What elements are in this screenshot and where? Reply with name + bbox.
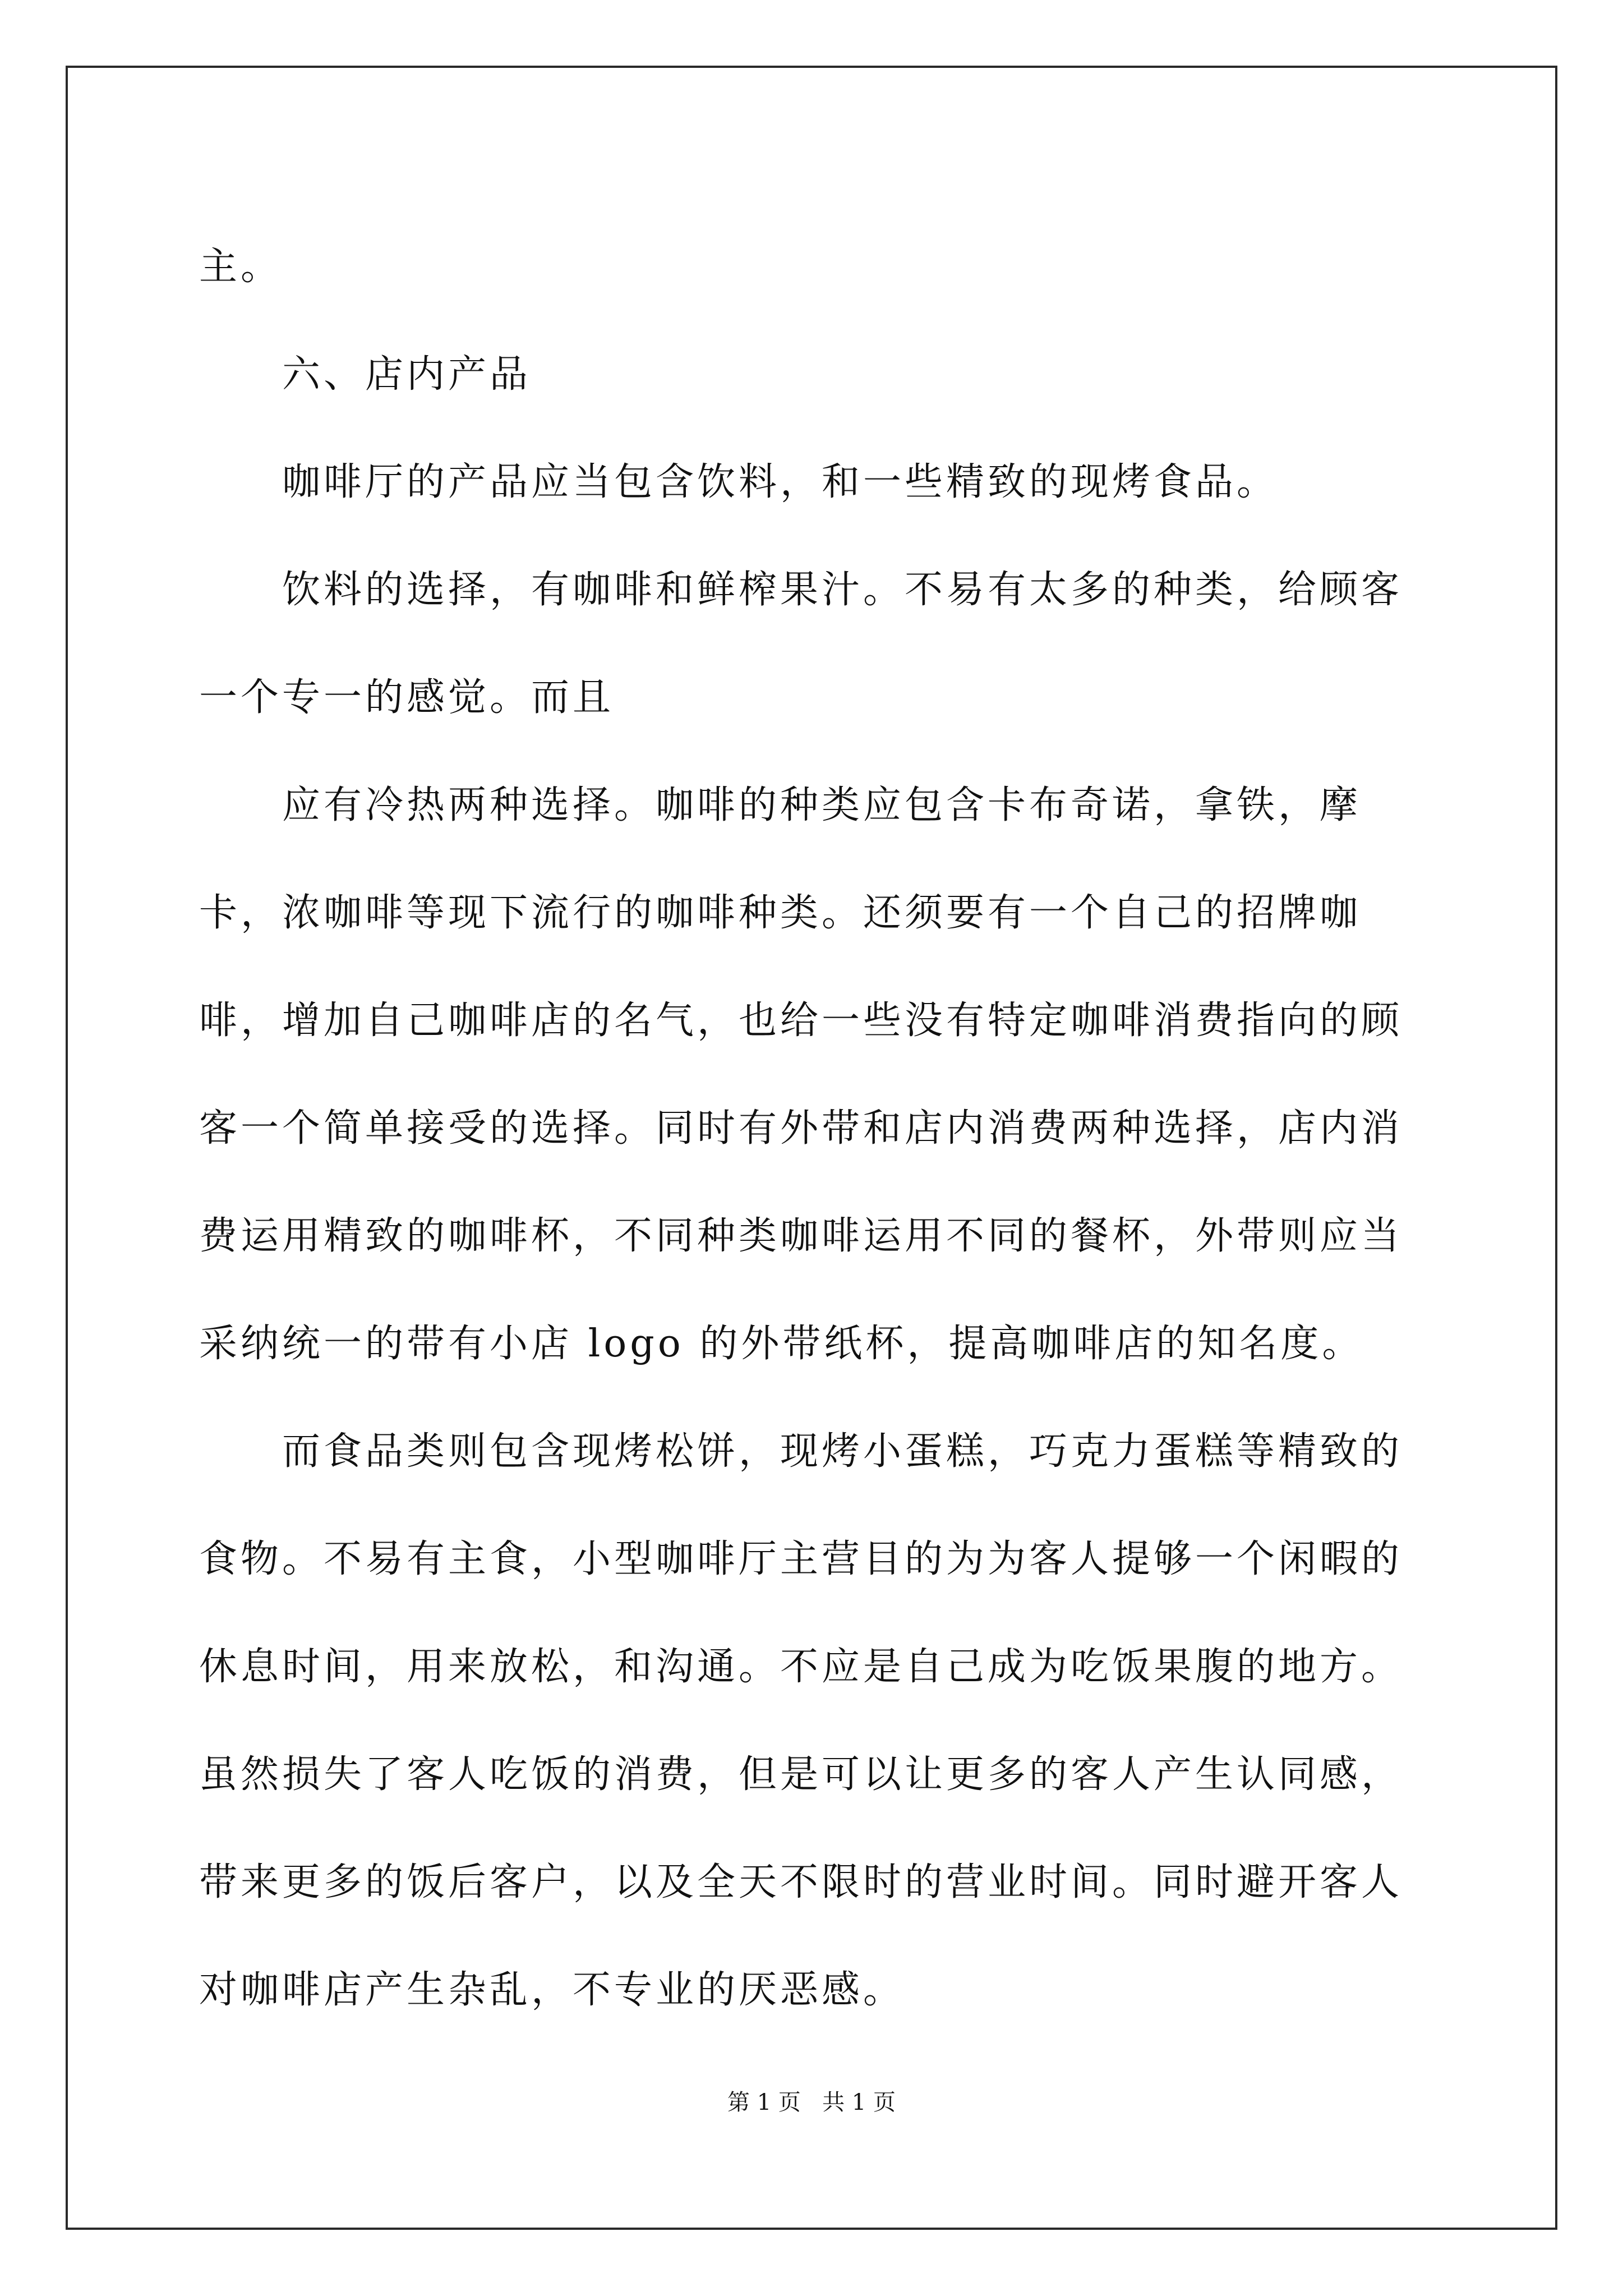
paragraph: 咖啡厅的产品应当包含饮料，和一些精致的现烤食品。 [282,460,1279,504]
document-body [199,213,1424,2044]
paragraph: 应有冷热两种选择。咖啡的种类应包含卡布奇诺，拿铁，摩卡，浓咖啡等现下流行的咖啡种类。还须要有一个自己的招牌咖啡，增加自己咖啡店的名气，也给一些没有特定咖啡消费指向的顾客一个简单接受的选择。同时有外带和店内消费两种选择，店内消费运用精致的咖啡杯，不同种类咖啡运用不同的餐杯，外带则应当采纳统一的带有小店 logo 的外带纸杯，提高咖啡店的知名度。 [199,783,1403,1366]
paragraph: 而食品类则包含现烤松饼，现烤小蛋糕，巧克力蛋糕等精致的食物。不易有主食，小型咖啡厅主营目的为为客人提够一个闲暇的休息时间，用来放松，和沟通。不应是自己成为吃饭果腹的地方。虽然损失了客人吃饭的消费，但是可以让更多的客人产生认同感，带来更多的饭后客户，以及全天不限时的营业时间。同时避开客人对咖啡店产生杂乱，不专业的厌恶感。 [199,1429,1403,2012]
paragraph: 饮料的选择，有咖啡和鲜榨果汁。不易有太多的种类，给顾客一个专一的感觉。而且 [199,568,1403,720]
page-footer: 第 1 页 共 1 页 [727,2090,896,2115]
paragraph: 主。 [199,245,283,289]
section-heading: 六、店内产品 [282,352,532,397]
